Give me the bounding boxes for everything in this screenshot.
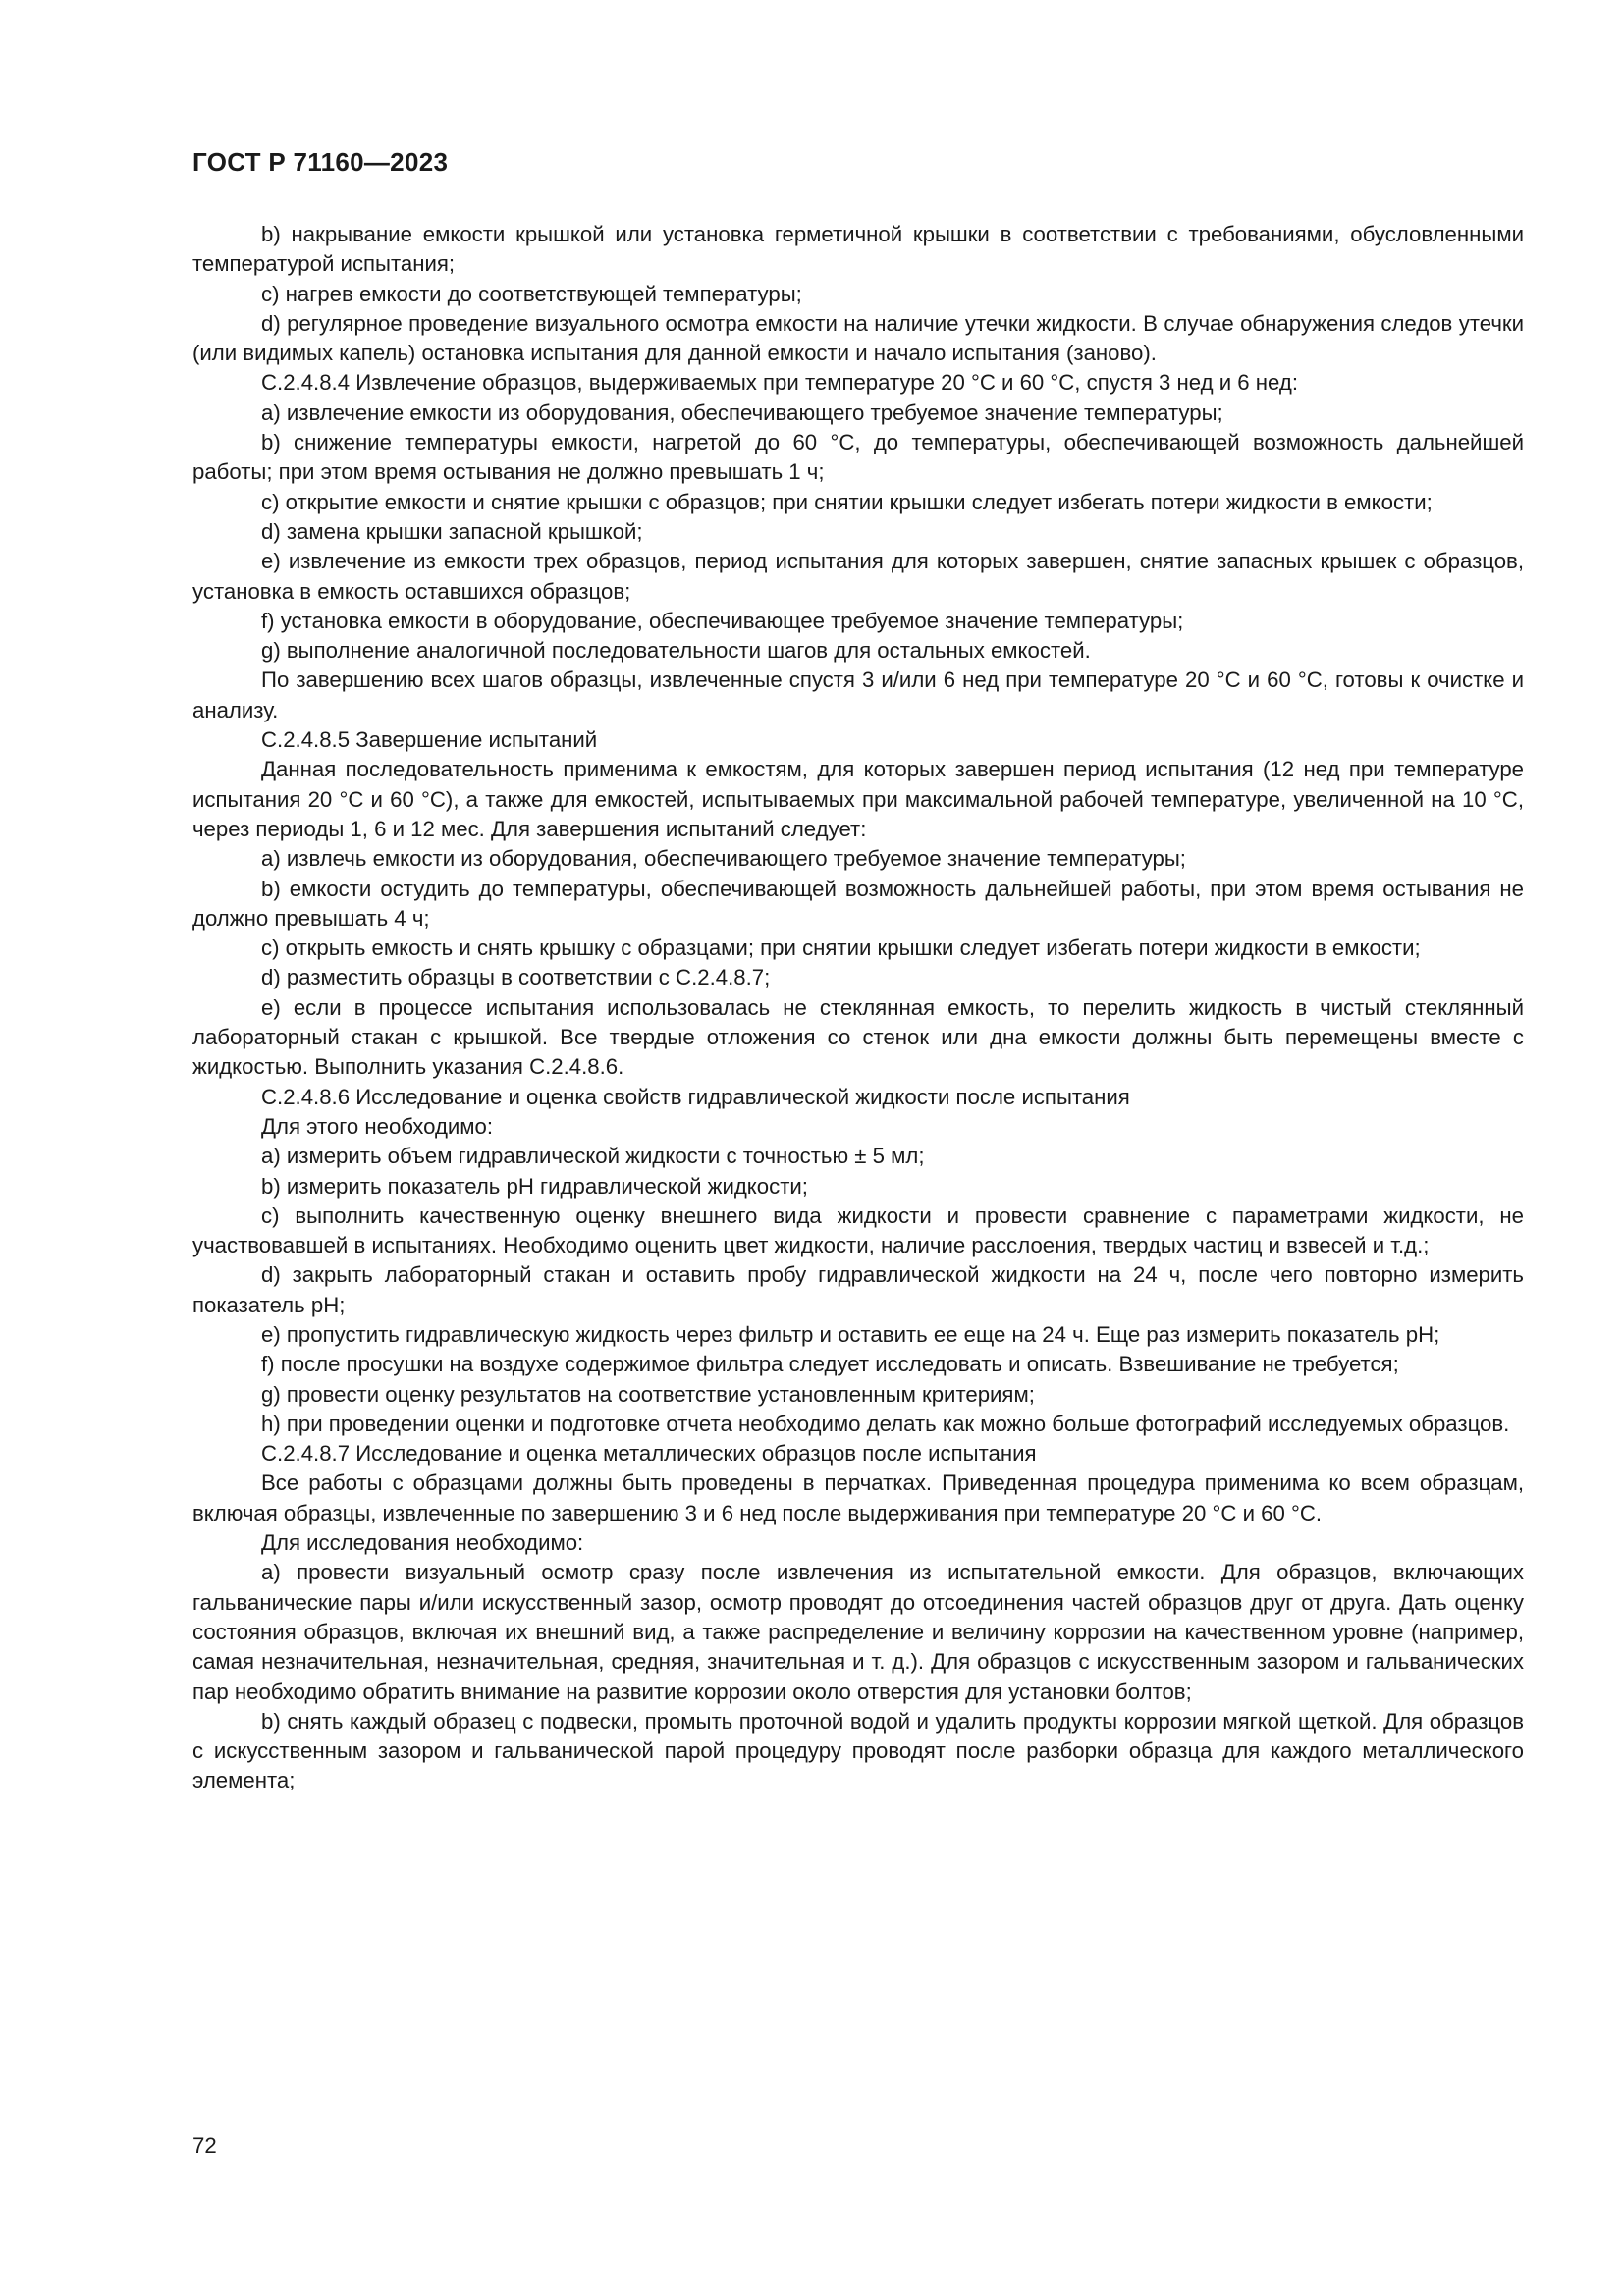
paragraph: g) выполнение аналогичной последовательности шагов для остальных емкостей. [261,638,1091,664]
paragraph: c) выполнить качественную оценку внешнего вида жидкости и провести сравнение с параметрами жидкости, не участвовавшей в испытаниях. Необходимо оценить цвет жидкости, наличие расслоения, твердых частиц и взвесей и т.д.; [192,1202,1524,1258]
document-header: ГОСТ Р 71160—2023 [192,147,449,177]
paragraph: По завершению всех шагов образцы, извлеченные спустя 3 и/или 6 нед при температуре 20 °С и 60 °С, готовы к очистке и анализу. [192,667,1524,722]
paragraph: b) снижение температуры емкости, нагретой до 60 °С, до температуры, обеспечивающей возможность дальнейшей работы; при этом время остывания не должно превышать 1 ч; [192,430,1524,485]
paragraph: e) пропустить гидравлическую жидкость через фильтр и оставить ее еще на 24 ч. Еще раз измерить показатель pH; [261,1321,1440,1347]
paragraph: a) провести визуальный осмотр сразу после извлечения из испытательной емкости. Для образцов, включающих гальванические пары и/или искусственный зазор, осмотр проводят до отсоединения частей образцов друг от друга. Дать оценку состояния образцов, включая их внешний вид, а также распределение и величину коррозии на качественном уровне (например, самая незначительная, незначительная, средняя, значительная и т. д.). Для образцов с искусственным зазором и гальванических пар необходимо обратить внимание на развитие коррозии около отверстия для установки болтов; [192,1560,1524,1704]
paragraph: d) замена крышки запасной крышкой; [261,518,643,544]
paragraph: b) измерить показатель pH гидравлической жидкости; [261,1173,808,1199]
paragraph: g) провести оценку результатов на соответствие установленным критериям; [261,1381,1035,1407]
paragraph: Данная последовательность применима к емкостям, для которых завершен период испытания (12 нед при температуре испытания 20 °С и 60 °С), а также для емкостей, испытываемых при максимальной рабочей температуре, увеличенной на 10 °С, через периоды 1, 6 и 12 мес. Для завершения испытаний следует: [192,757,1524,841]
paragraph: Для исследования необходимо: [261,1530,584,1556]
section-heading: С.2.4.8.6 Исследование и оценка свойств гидравлической жидкости после испытания [261,1084,1130,1109]
paragraph: d) закрыть лабораторный стакан и оставить пробу гидравлической жидкости на 24 ч, после чего повторно измерить показатель pH; [192,1262,1524,1317]
paragraph: d) регулярное проведение визуального осмотра емкости на наличие утечки жидкости. В случае обнаружения следов утечки (или видимых капель) остановка испытания для данной емкости и начало испытания (заново). [192,310,1524,366]
paragraph: b) емкости остудить до температуры, обеспечивающей возможность дальнейшей работы, при этом время остывания не должно превышать 4 ч; [192,876,1524,931]
paragraph: a) измерить объем гидравлической жидкости с точностью ± 5 мл; [261,1144,925,1169]
section-heading: С.2.4.8.7 Исследование и оценка металлических образцов после испытания [261,1441,1037,1467]
paragraph: Все работы с образцами должны быть проведены в перчатках. Приведенная процедура применима ко всем образцам, включая образцы, извлеченные по завершению 3 и 6 нед после выдерживания при температуре 20 °С и 60 °С. [192,1470,1524,1525]
document-body [192,220,1524,1796]
paragraph: e) если в процессе испытания использовалась не стеклянная емкость, то перелить жидкость в чистый стеклянный лабораторный стакан с крышкой. Все твердые отложения со стенок или дна емкости должны быть перемещены вместе с жидкостью. Выполнить указания С.2.4.8.6. [192,994,1524,1080]
paragraph: c) открыть емкость и снять крышку с образцами; при снятии крышки следует избегать потери жидкости в емкости; [261,935,1421,961]
paragraph: a) извлечение емкости из оборудования, обеспечивающего требуемое значение температуры; [261,400,1223,425]
page-number: 72 [192,2133,217,2158]
section-heading: С.2.4.8.4 Извлечение образцов, выдерживаемых при температуре 20 °С и 60 °С, спустя 3 нед и 6 нед: [261,370,1299,396]
paragraph: f) установка емкости в оборудование, обеспечивающее требуемое значение температуры; [261,608,1184,633]
paragraph: b) накрывание емкости крышкой или установка герметичной крышки в соответствии с требованиями, обусловленными температурой испытания; [192,222,1524,277]
paragraph: e) извлечение из емкости трех образцов, период испытания для которых завершен, снятие запасных крышек с образцов, установка в емкость оставшихся образцов; [192,549,1524,604]
paragraph: c) нагрев емкости до соответствующей температуры; [261,281,802,306]
paragraph: Для этого необходимо: [261,1113,494,1139]
paragraph: d) разместить образцы в соответствии с С.2.4.8.7; [261,965,771,990]
paragraph: b) снять каждый образец с подвески, промыть проточной водой и удалить продукты коррозии мягкой щеткой. Для образцов с искусственным зазором и гальванической парой процедуру проводят после разборки образца для каждого металлического элемента; [192,1708,1524,1793]
paragraph: f) после просушки на воздухе содержимое фильтра следует исследовать и описать. Взвешивание не требуется; [261,1352,1399,1377]
paragraph: c) открытие емкости и снятие крышки с образцов; при снятии крышки следует избегать потери жидкости в емкости; [261,489,1433,514]
paragraph: h) при проведении оценки и подготовке отчета необходимо делать как можно больше фотографий исследуемых образцов. [261,1411,1510,1436]
paragraph: a) извлечь емкости из оборудования, обеспечивающего требуемое значение температуры; [261,846,1186,872]
section-heading: С.2.4.8.5 Завершение испытаний [261,727,598,753]
